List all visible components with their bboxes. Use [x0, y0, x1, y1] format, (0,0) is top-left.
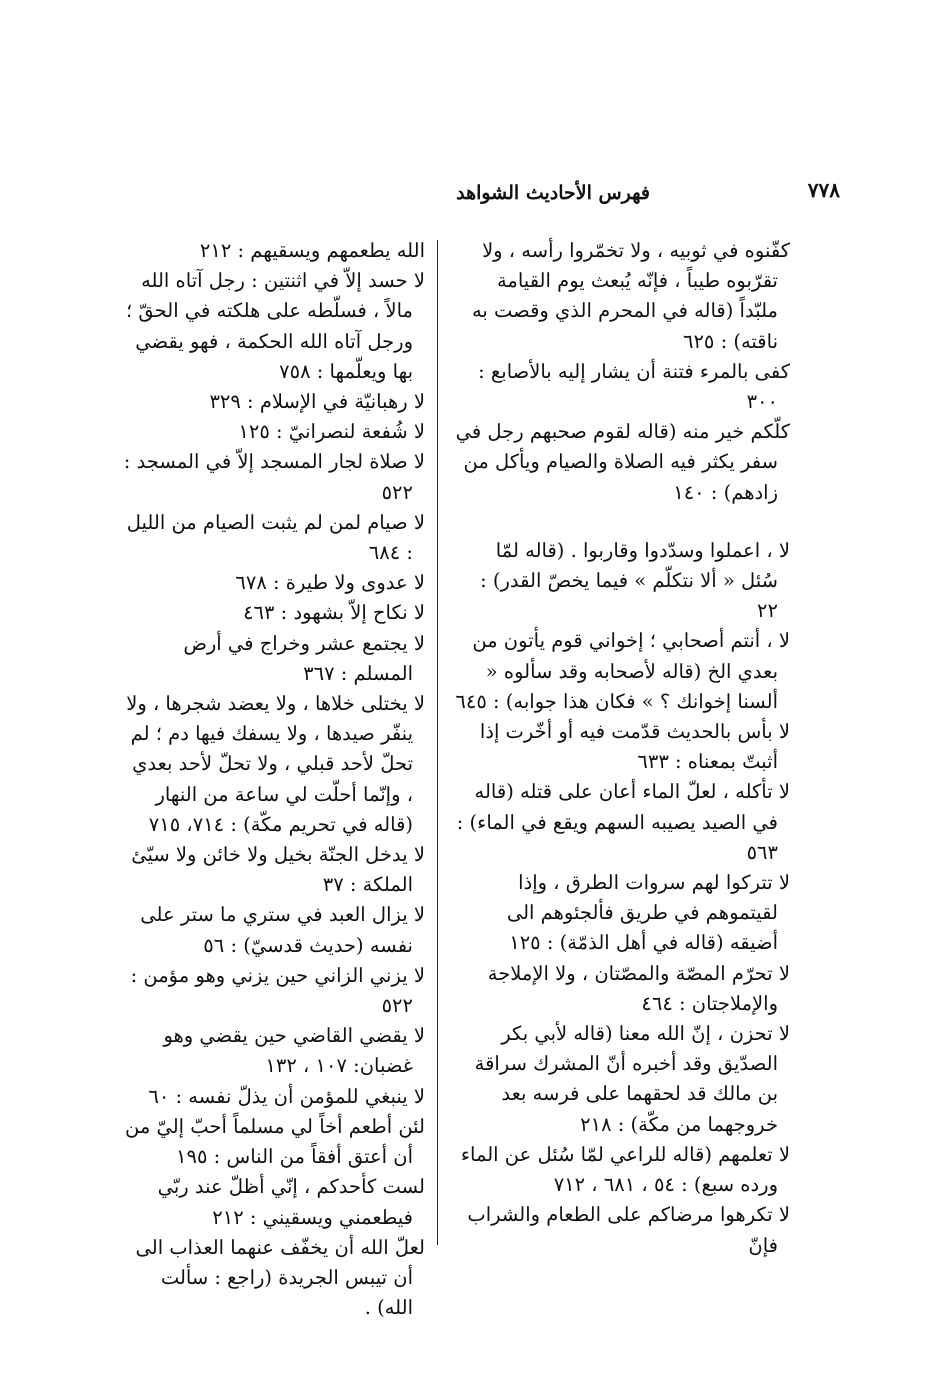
index-entry: كفى بالمرء فتنة أن يشار إليه بالأصابع : ٣٠٠ [478, 359, 790, 414]
index-entry: لا تأكله ، لعلّ الماء أعان على قتله (قاله في الصيد يصيبه السهم ويقع في الماء) : ٥٦٣ [456, 780, 790, 864]
index-entry: كلّكم خير منه (قاله لقوم صحبهم رجل في سفر يكثر فيه الصلاة والصيام ويأكل من زادهم) : ١٤٠ [455, 420, 790, 504]
running-title: فهرس الأحاديث الشواهد [456, 182, 650, 204]
index-entry: لا صيام لمن لم يثبت الصيام من الليل : ٦٨٤ [126, 510, 425, 565]
index-entry: لا تتركوا لهم سروات الطرق ، وإذا لقيتموهم في طريق فألجئوهم الى أضيقه (قاله في أهل الذمّة) : ١٢٥ [506, 871, 790, 955]
index-entry: لا ينبغي للمؤمن أن يذلّ نفسه : ٦٠ [148, 1084, 425, 1108]
index-entry: لا تعلمهم (قاله للراعي لمّا سُئل عن الماء ورده سبع) : ٥٤ ، ٦٨١ ، ٧١٢ [460, 1142, 790, 1197]
index-entry: لا يدخل الجنّة بخيل ولا خائن ولا سيّئ الملكة : ٣٧ [131, 843, 425, 897]
index-entry: لا تكرهوا مرضاكم على الطعام والشراب فإنّ [467, 1203, 790, 1257]
index-entry: لا ، اعملوا وسدّدوا وقاربوا . (قاله لمّا سُئل « ألا نتكلّم » فيما يخصّ القدر) : ٢٢ [480, 538, 790, 623]
index-entry: لا تحزن ، إنّ الله معنا (قاله لأبي بكر الصدّيق وقد أخبره أنّ المشرك سراقة بن مالك قد لحقهما على فرسه بعد خروجهما من مكّة) : ٢١٨ [474, 1022, 790, 1136]
index-entry: لا صلاة لجار المسجد إلاّ في المسجد : ٥٢٢ [123, 450, 425, 504]
index-entry: الله يطعمهم ويسقيهم : ٢١٢ [199, 239, 425, 262]
left-column [120, 236, 425, 1323]
index-entry: لا عدوى ولا طيرة : ٦٧٨ [235, 571, 425, 595]
right-column [455, 236, 790, 1261]
index-entry: لا حسد إلاّ في اثنتين : رجل آتاه الله مالاً ، فسلّطه على هلكته في الحقّ ؛ ورجل آتاه الله الحكمة ، فهو يقضي بها ويعلّمها : ٧٥٨ [126, 269, 425, 383]
index-entry: لعلّ الله أن يخفّف عنهما العذاب الى أن تيبس الجريدة (راجع : سألت الله) . [135, 1235, 425, 1320]
page-number: ٧٧٨ [807, 178, 840, 202]
index-entry: لا تحرّم المصّة والمصّتان ، ولا الإملاجة والإملاجتان : ٤٦٤ [487, 961, 790, 1015]
page-header [320, 178, 840, 218]
index-entry: لا يختلى خلاها ، ولا يعضد شجرها ، ولا ينفّر صيدها ، ولا يسفك فيها دم ؛ لم تحلّ لأحد قبلي ، ولا تحلّ لأحد بعدي ، وإنّما أحلّت لي ساعة من النهار (قاله في تحريم مكّة) : ٧١٤، ٧١٥ [126, 692, 425, 836]
index-entry: لا يزني الزاني حين يزني وهو مؤمن : ٥٢٢ [130, 963, 425, 1018]
index-entry: كفّنوه في ثوبيه ، ولا تخمّروا رأسه ، ولا تقرّبوه طيباً ، فإنّه يُبعث يوم القيامة ملبّداً (قاله في المحرم الذي وقصت به ناقته) : ٦٢٥ [471, 239, 790, 353]
column-divider [437, 240, 438, 1245]
index-entry: لا يقضي القاضي حين يقضي وهو غضبان: ١٠٧ ، ١٣٢ [163, 1024, 425, 1078]
index-entry: لئن أطعم أخاً لي مسلماً أحبّ إليّ من أن أعتق أفقاً من الناس : ١٩٥ [124, 1114, 425, 1169]
index-entry: لا يجتمع عشر وخراج في أرض المسلم : ٣٦٧ [183, 631, 425, 685]
index-entry: لا بأس بالحديث قدّمت فيه أو أخّرت إذا أثبتّ بمعناه : ٦٣٣ [479, 720, 790, 774]
index-entry: لست كأحدكم ، إنّي أظلّ عند ربّي فيطعمني ويسقيني : ٢١٢ [157, 1175, 425, 1229]
index-entry: لا يزال العبد في ستري ما ستر على نفسه (حديث قدسيّ) : ٥٦ [140, 903, 425, 957]
index-entry: لا رهبانيّة في الإسلام : ٣٢٩ [209, 390, 425, 414]
index-entry: لا نكاح إلاّ بشهود : ٤٦٣ [243, 601, 425, 625]
index-entry: لا ، أنتم أصحابي ؛ إخواني قوم يأتون من بعدي الخ (قاله لأصحابه وقد سألوه « ألسنا إخوانك ؟ » فكان هذا جوابه) : ٦٤٥ [455, 629, 790, 713]
index-entry: لا شُفعة لنصرانيّ : ١٢٥ [238, 420, 425, 444]
